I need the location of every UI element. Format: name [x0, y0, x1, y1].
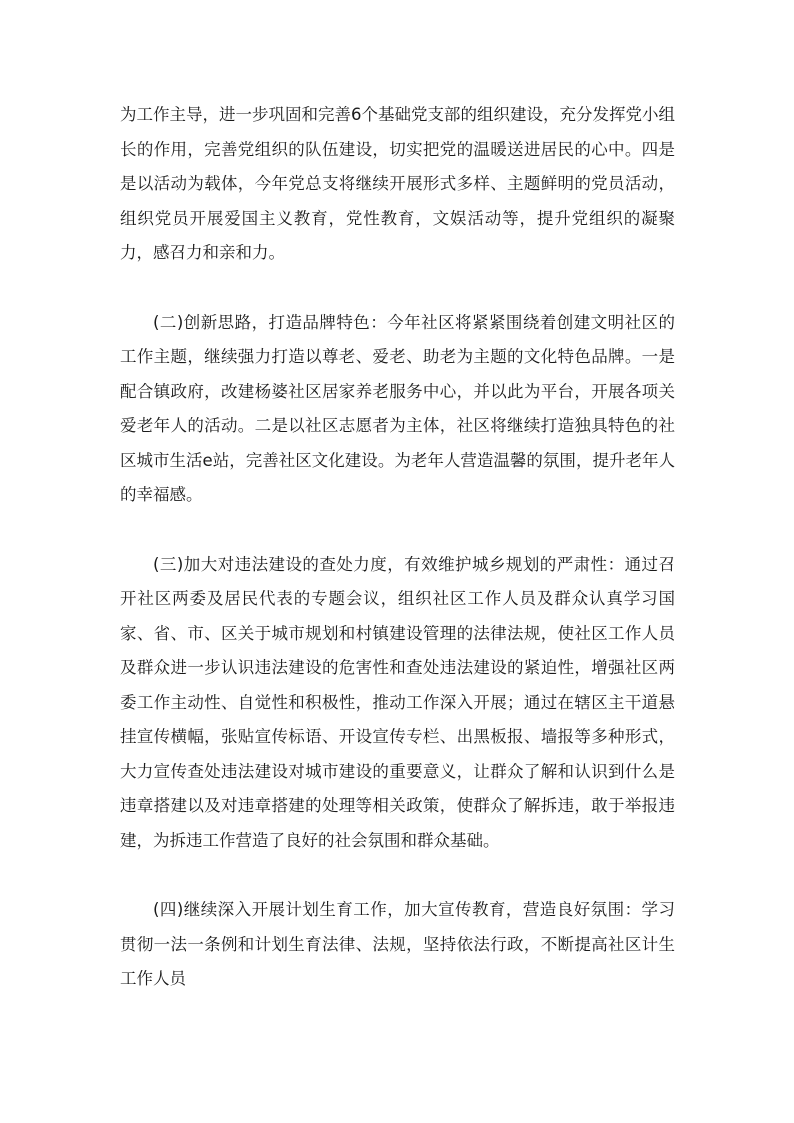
paragraph-party-building: 为工作主导，进一步巩固和完善6个基础党支部的组织建设，充分发挥党小组长的作用，完善党组织的队伍建设，切实把党的温暖送进居民的心中。四是是以活动为载体，今年党总支将继续开展形式多样、主题鲜明的党员活动，组织党员开展爱国主义教育，党性教育，文娱活动等，提升党组织的凝聚力，感召力和亲和力。 — [120, 105, 675, 262]
paragraph-brand-features: (二)创新思路，打造品牌特色：今年社区将紧紧围绕着创建文明社区的工作主题，继续强力打造以尊老、爱老、助老为主题的文化特色品牌。一是配合镇政府，改建杨婆社区居家养老服务中心，并以此为平台，开展各项关爱老年人的活动。二是以社区志愿者为主体，社区将继续打造独具特色的社区城市生活e站，完善社区文化建设。为老年人营造温馨的氛围，提升老年人的幸福感。 — [120, 312, 675, 504]
paragraph-gap — [120, 271, 675, 306]
paragraph-illegal-construction: (三)加大对违法建设的查处力度，有效维护城乡规划的严肃性：通过召开社区两委及居民代表的专题会议，组织社区工作人员及群众认真学习国家、省、市、区关于城市规划和村镇建设管理的法律法规，使社区工作人员及群众进一步认识违法建设的危害性和查处违法建设的紧迫性，增强社区两委工作主动性、自觉性和积极性，推动工作深入开展；通过在辖区主干道悬挂宣传横幅，张贴宣传标语、开设宣传专栏、出黑板报、墙报等多种形式，大力宣传查处违法建设对城市建设的重要意义，让群众了解和认识到什么是违章搭建以及对违章搭建的处理等相关政策，使群众了解拆违，敢于举报违建，为拆违工作营造了良好的社会氛围和群众基础。 — [120, 554, 675, 850]
paragraph-family-planning: (四)继续深入开展计划生育工作，加大宣传教育，营造良好氛围：学习贯彻一法一条例和计划生育法律、法规，坚持依法行政，不断提高社区计生工作人员 — [120, 900, 675, 988]
document-page — [120, 98, 675, 997]
paragraph-gap — [120, 513, 675, 548]
paragraph-gap — [120, 858, 675, 893]
